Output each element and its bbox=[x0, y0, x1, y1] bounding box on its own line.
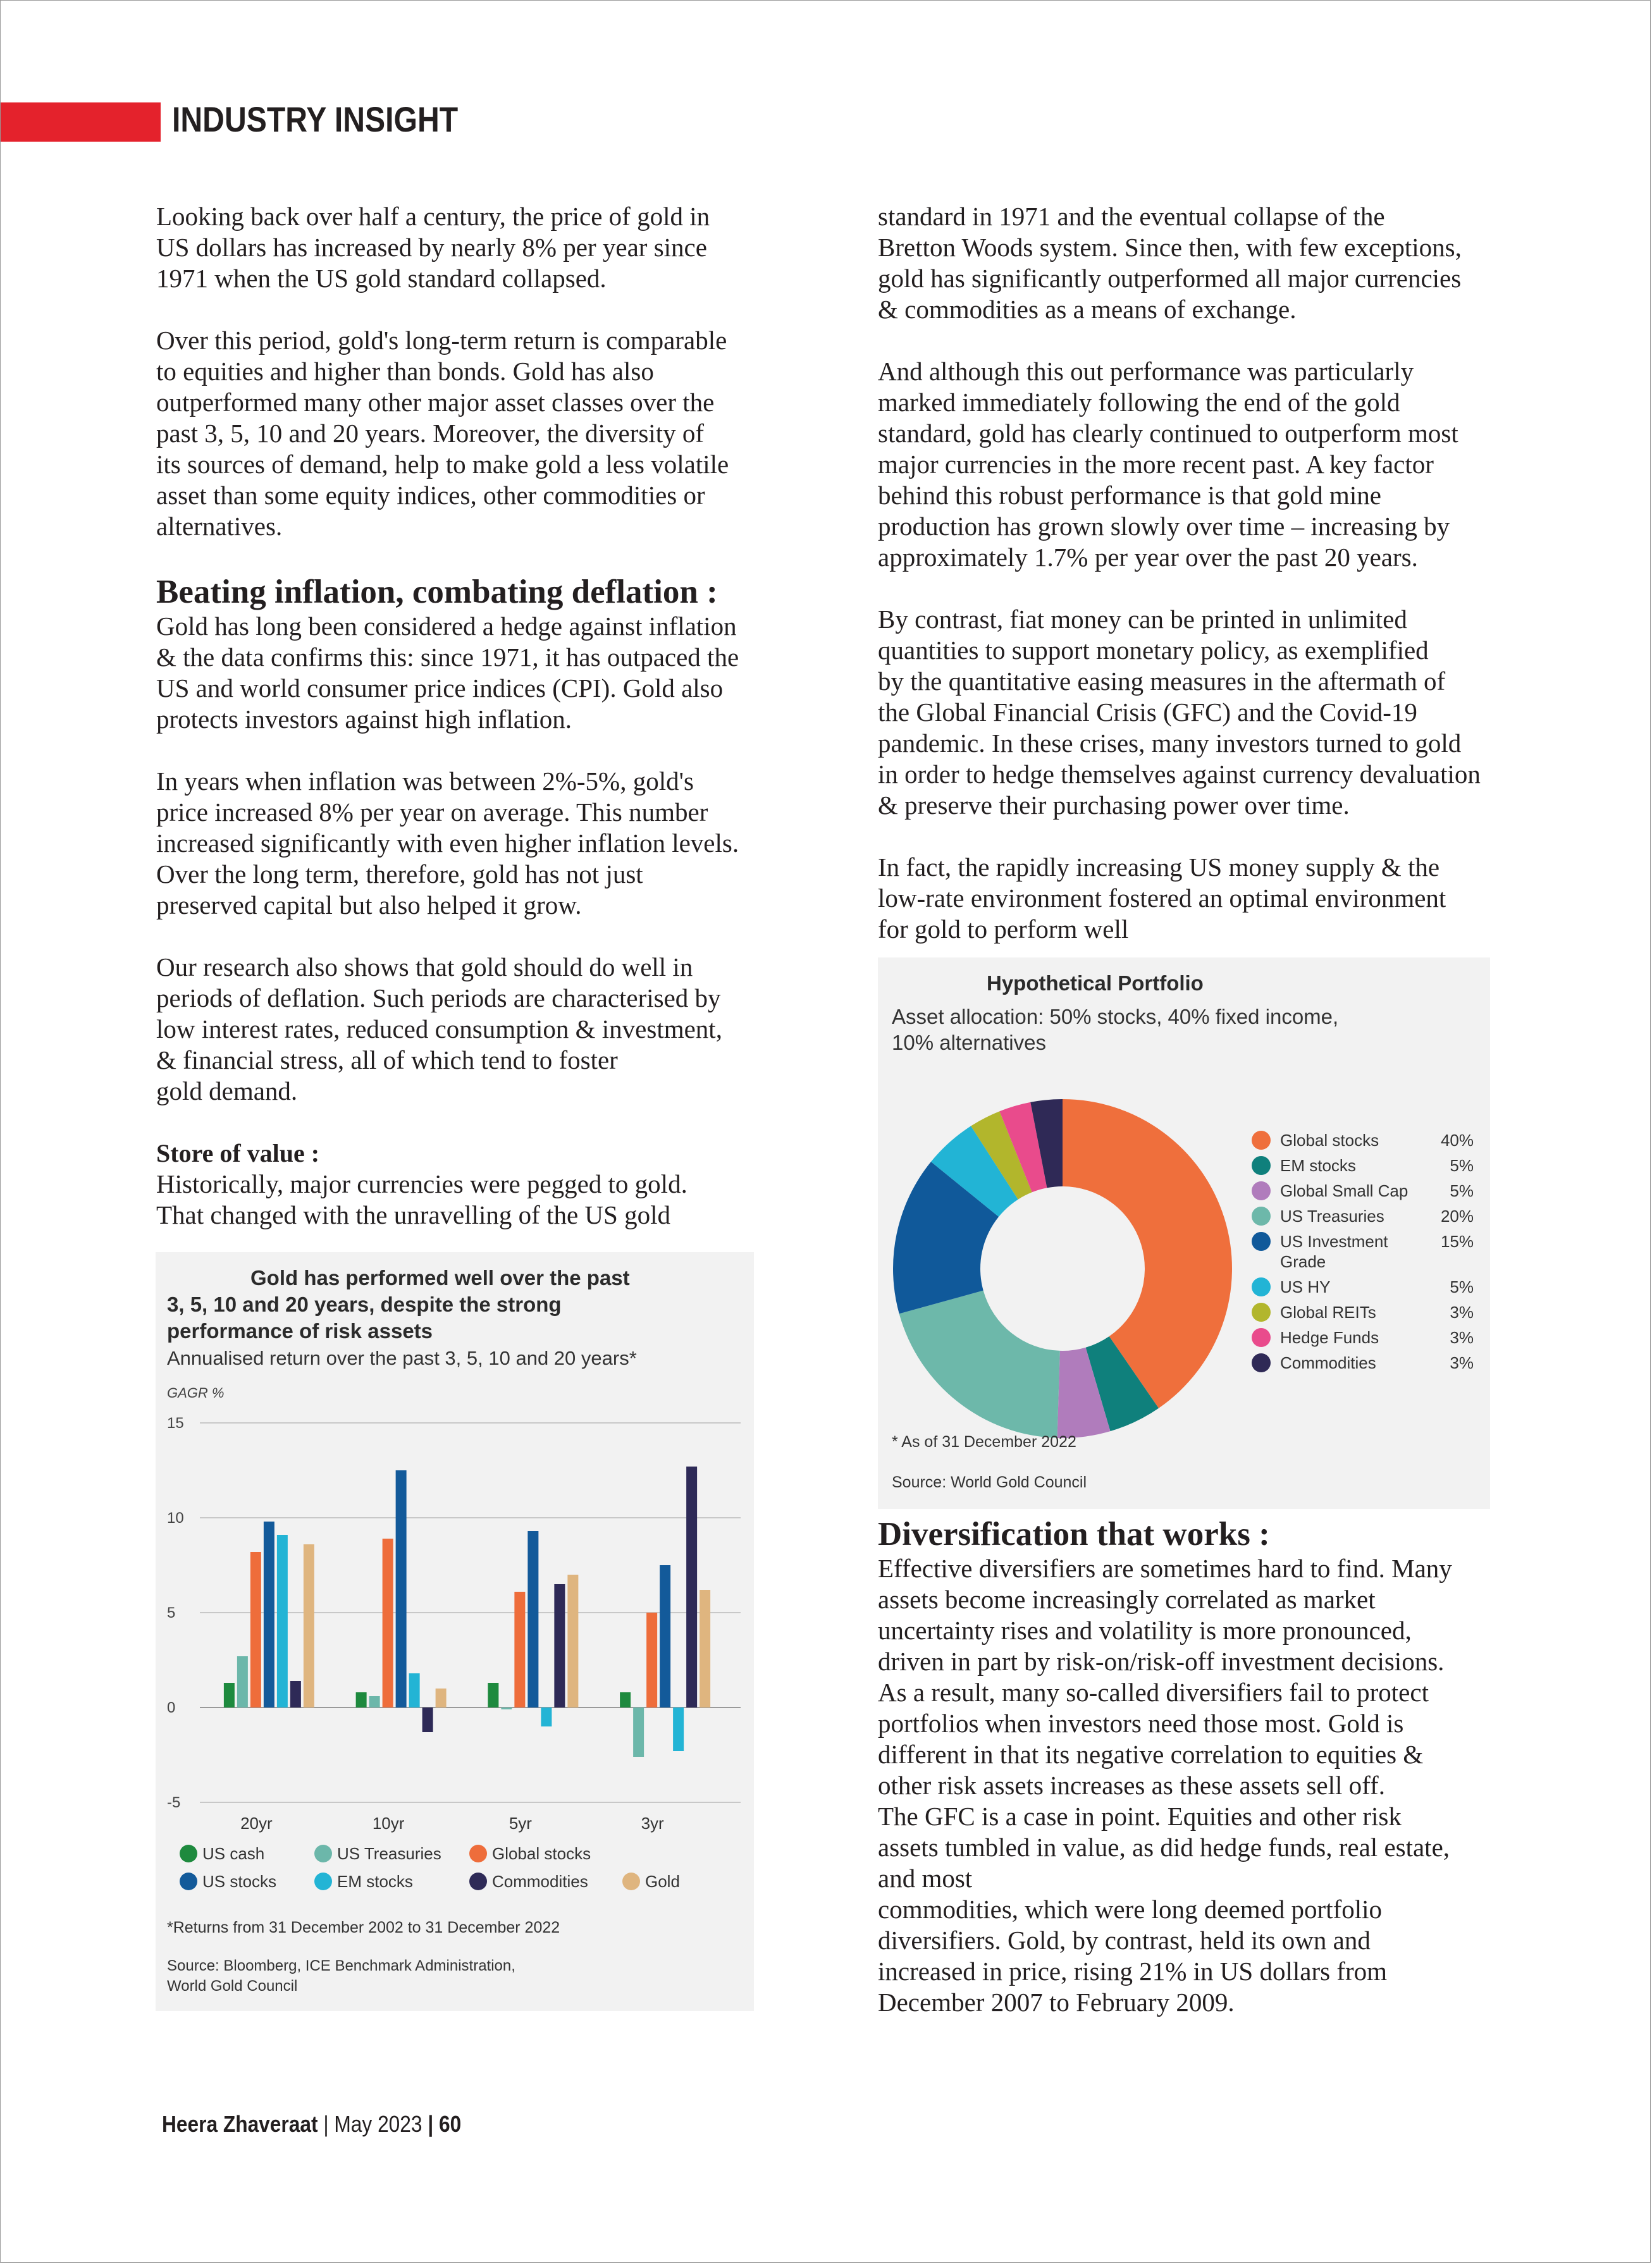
donut-chart bbox=[878, 957, 1490, 1509]
chart-footnote: * As of 31 December 2022 bbox=[892, 1433, 1076, 1451]
section-label: INDUSTRY INSIGHT bbox=[172, 99, 459, 139]
legend-swatch bbox=[1252, 1303, 1271, 1322]
chart-title: performance of risk assets bbox=[167, 1319, 433, 1343]
publication-name: Heera Zhaveraat bbox=[162, 2111, 318, 2137]
bar-us-treasuries bbox=[501, 1707, 512, 1709]
heading-inflation: Beating inflation, combating deflation : bbox=[156, 574, 718, 610]
legend-value: 5% bbox=[1450, 1156, 1474, 1175]
paragraph: Over this period, gold's long-term return is comparable to equities and higher than bonds. Gold has also outperformed many other major asset classes over the past 3, 5, 10 and 20 years. Moreover, the diversity of its sources of demand, help to make gold a less volatile asset than some equity indices, other commodities or alternatives. bbox=[156, 326, 729, 541]
chart-footnote: *Returns from 31 December 2002 to 31 December 2022 bbox=[167, 1919, 560, 1936]
legend-swatch bbox=[1252, 1181, 1271, 1200]
bar-gold bbox=[700, 1590, 710, 1707]
legend-label: Gold bbox=[645, 1872, 680, 1891]
bar-us-stocks bbox=[264, 1522, 274, 1707]
y-tick-label: 5 bbox=[167, 1604, 176, 1621]
legend-swatch bbox=[1252, 1232, 1271, 1251]
legend-swatch bbox=[180, 1873, 197, 1890]
bar-us-stocks bbox=[396, 1470, 407, 1707]
legend-swatch bbox=[180, 1845, 197, 1862]
footer-separator: | bbox=[323, 2111, 329, 2137]
bar-commodities bbox=[422, 1707, 433, 1732]
heading-diversification: Diversification that works : bbox=[878, 1516, 1270, 1553]
legend-swatch bbox=[622, 1873, 640, 1890]
x-tick-label: 5yr bbox=[509, 1814, 532, 1833]
y-axis-label: GAGR % bbox=[167, 1385, 225, 1401]
legend-swatch bbox=[1252, 1328, 1271, 1347]
section-accent-bar bbox=[0, 102, 161, 142]
chart-title: Gold has performed well over the past bbox=[250, 1266, 630, 1289]
bar-global-stocks bbox=[646, 1613, 657, 1707]
legend-swatch bbox=[1252, 1353, 1271, 1372]
legend-label: US cash bbox=[202, 1844, 265, 1863]
legend-value: 40% bbox=[1440, 1131, 1474, 1150]
legend-value: 5% bbox=[1450, 1277, 1474, 1296]
legend-value: 5% bbox=[1450, 1181, 1474, 1200]
footer-separator: | bbox=[428, 2111, 434, 2137]
bar-em-stocks bbox=[673, 1707, 684, 1751]
paragraph: Historically, major currencies were pegged to gold. That changed with the unravelling of the US gold bbox=[156, 1169, 687, 1229]
bar-us-cash bbox=[620, 1692, 631, 1707]
bar-us-treasuries bbox=[633, 1707, 644, 1757]
x-tick-label: 3yr bbox=[641, 1814, 664, 1833]
bar-gold bbox=[304, 1544, 314, 1707]
bar-chart-figure bbox=[156, 1252, 754, 2011]
y-tick-label: 15 bbox=[167, 1415, 184, 1432]
legend-label: EM stocks bbox=[337, 1872, 413, 1891]
chart-source: World Gold Council bbox=[167, 1978, 298, 1995]
x-tick-label: 20yr bbox=[240, 1814, 273, 1833]
bar-commodities bbox=[290, 1681, 301, 1707]
bar-commodities bbox=[554, 1584, 565, 1707]
bar-global-stocks bbox=[514, 1592, 525, 1707]
legend-value: 3% bbox=[1450, 1353, 1474, 1372]
legend-label: US Investment bbox=[1280, 1232, 1388, 1251]
bar-gold bbox=[436, 1689, 447, 1707]
issue-date: May 2023 bbox=[334, 2111, 422, 2137]
paragraph: In fact, the rapidly increasing US money supply & the low-rate environment fostered an optimal environment for gold to perform well bbox=[878, 852, 1446, 944]
legend-swatch bbox=[314, 1873, 332, 1890]
legend-swatch bbox=[1252, 1156, 1271, 1175]
column-right bbox=[878, 201, 1561, 945]
bar-em-stocks bbox=[541, 1707, 552, 1726]
chart-title: Hypothetical Portfolio bbox=[987, 971, 1204, 995]
chart-subtitle: Asset allocation: 50% stocks, 40% fixed income, bbox=[892, 1005, 1339, 1028]
donut-slice-us-treasuries bbox=[899, 1291, 1060, 1438]
chart-source: Source: Bloomberg, ICE Benchmark Administration, bbox=[167, 1957, 515, 1974]
legend-value: 3% bbox=[1450, 1303, 1474, 1322]
bar-us-stocks bbox=[527, 1531, 538, 1707]
legend-label: Global stocks bbox=[492, 1844, 591, 1863]
legend-label: Global REITs bbox=[1280, 1303, 1376, 1322]
bar-us-cash bbox=[488, 1683, 498, 1707]
paragraph: And although this out performance was particularly marked immediately following the end of the gold standard, gold has clearly continued to outperform most major currencies in the more recent past. A key factor behind this robust performance is that gold mine production has grown slowly over time – increasing by approximately 1.7% per year over the past 20 years. bbox=[878, 357, 1458, 572]
bar-global-stocks bbox=[250, 1552, 261, 1707]
legend-label: Hedge Funds bbox=[1280, 1328, 1379, 1347]
paragraph: By contrast, fiat money can be printed in unlimited quantities to support monetary policy, as exemplified by the quantitative easing measures in the aftermath of the Global Financial Crisis (GFC) and the Covid-19 pandemic. In these crises, many investors turned to gold in order to hedge themselves against currency devaluation & preserve their purchasing power over time. bbox=[878, 605, 1481, 820]
bar-em-stocks bbox=[277, 1535, 288, 1707]
paragraph: Looking back over half a century, the price of gold in US dollars has increased by nearly 8% per year since 1971 when the US gold standard collapsed. bbox=[156, 202, 710, 293]
legend-value: 3% bbox=[1450, 1328, 1474, 1347]
legend-label: US Treasuries bbox=[337, 1844, 441, 1863]
bar-us-stocks bbox=[660, 1565, 670, 1707]
paragraph: In years when inflation was between 2%-5%, gold's price increased 8% per year on average. This number increased significantly with even higher inflation levels. Over the long term, therefore, gold has not just preserved capital but also helped it grow. bbox=[156, 766, 739, 920]
bar-global-stocks bbox=[383, 1539, 393, 1707]
y-tick-label: 10 bbox=[167, 1510, 184, 1527]
bar-gold bbox=[567, 1575, 578, 1707]
column-right-lower bbox=[878, 1515, 1561, 2018]
bar-chart bbox=[156, 1252, 754, 2011]
legend-swatch bbox=[469, 1845, 487, 1862]
page-number: 60 bbox=[439, 2111, 462, 2137]
bar-us-cash bbox=[224, 1683, 235, 1707]
legend-label: EM stocks bbox=[1280, 1156, 1356, 1175]
paragraph: Our research also shows that gold should do well in periods of deflation. Such periods are characterised by low interest rates, reduced consumption & investment, & financial stress, all of which tend to foster gold demand. bbox=[156, 952, 722, 1105]
heading-store-of-value: Store of value : bbox=[156, 1139, 320, 1167]
x-tick-label: 10yr bbox=[372, 1814, 405, 1833]
y-tick-label: -5 bbox=[167, 1794, 181, 1811]
bar-us-treasuries bbox=[237, 1656, 248, 1707]
legend-swatch bbox=[1252, 1131, 1271, 1150]
y-tick-label: 0 bbox=[167, 1699, 176, 1716]
legend-label: Commodities bbox=[1280, 1353, 1376, 1372]
legend-label: US HY bbox=[1280, 1277, 1331, 1296]
chart-subtitle: 10% alternatives bbox=[892, 1031, 1046, 1054]
legend-label: Grade bbox=[1280, 1252, 1326, 1271]
legend-value: 15% bbox=[1440, 1232, 1474, 1251]
legend-label: Commodities bbox=[492, 1872, 588, 1891]
bar-us-treasuries bbox=[369, 1696, 380, 1707]
chart-source: Source: World Gold Council bbox=[892, 1473, 1087, 1491]
page-footer bbox=[162, 2111, 461, 2138]
legend-swatch bbox=[1252, 1277, 1271, 1296]
legend-label: US Treasuries bbox=[1280, 1207, 1384, 1226]
legend-swatch bbox=[314, 1845, 332, 1862]
bar-us-cash bbox=[356, 1692, 367, 1707]
chart-subtitle: Annualised return over the past 3, 5, 10 and 20 years* bbox=[167, 1347, 637, 1369]
legend-label: US stocks bbox=[202, 1872, 277, 1891]
paragraph: Effective diversifiers are sometimes hard to find. Many assets become increasingly correlated as market uncertainty rises and volatility is more pronounced, driven in part by risk-on/risk-off investment decisions. As a result, many so-called diversifiers fail to protect portfolios when investors need those most. Gold is different in that its negative correlation to equities & other risk assets increases as these assets sell off. The GFC is a case in point. Equities and other risk assets tumbled in value, as did hedge funds, real estate, and most commodities, which were long deemed portfolio diversifiers. Gold, by contrast, held its own and increased in price, rising 21% in US dollars from December 2007 to February 2009. bbox=[878, 1554, 1452, 2017]
column-left bbox=[156, 201, 801, 1231]
paragraph: Gold has long been considered a hedge against inflation & the data confirms this: since 1971, it has outpaced the US and world consumer price indices (CPI). Gold also protects investors against high inflation. bbox=[156, 612, 739, 734]
bar-commodities bbox=[686, 1467, 697, 1707]
bar-em-stocks bbox=[409, 1673, 420, 1707]
legend-swatch bbox=[1252, 1207, 1271, 1226]
paragraph: standard in 1971 and the eventual collapse of the Bretton Woods system. Since then, with few exceptions, gold has significantly outperformed all major currencies & commodities as a means of exchange. bbox=[878, 202, 1462, 324]
legend-label: Global Small Cap bbox=[1280, 1181, 1409, 1200]
legend-swatch bbox=[469, 1873, 487, 1890]
chart-title: 3, 5, 10 and 20 years, despite the strong bbox=[167, 1293, 562, 1316]
legend-label: Global stocks bbox=[1280, 1131, 1379, 1150]
donut-chart-figure bbox=[878, 957, 1490, 1509]
legend-value: 20% bbox=[1440, 1207, 1474, 1226]
